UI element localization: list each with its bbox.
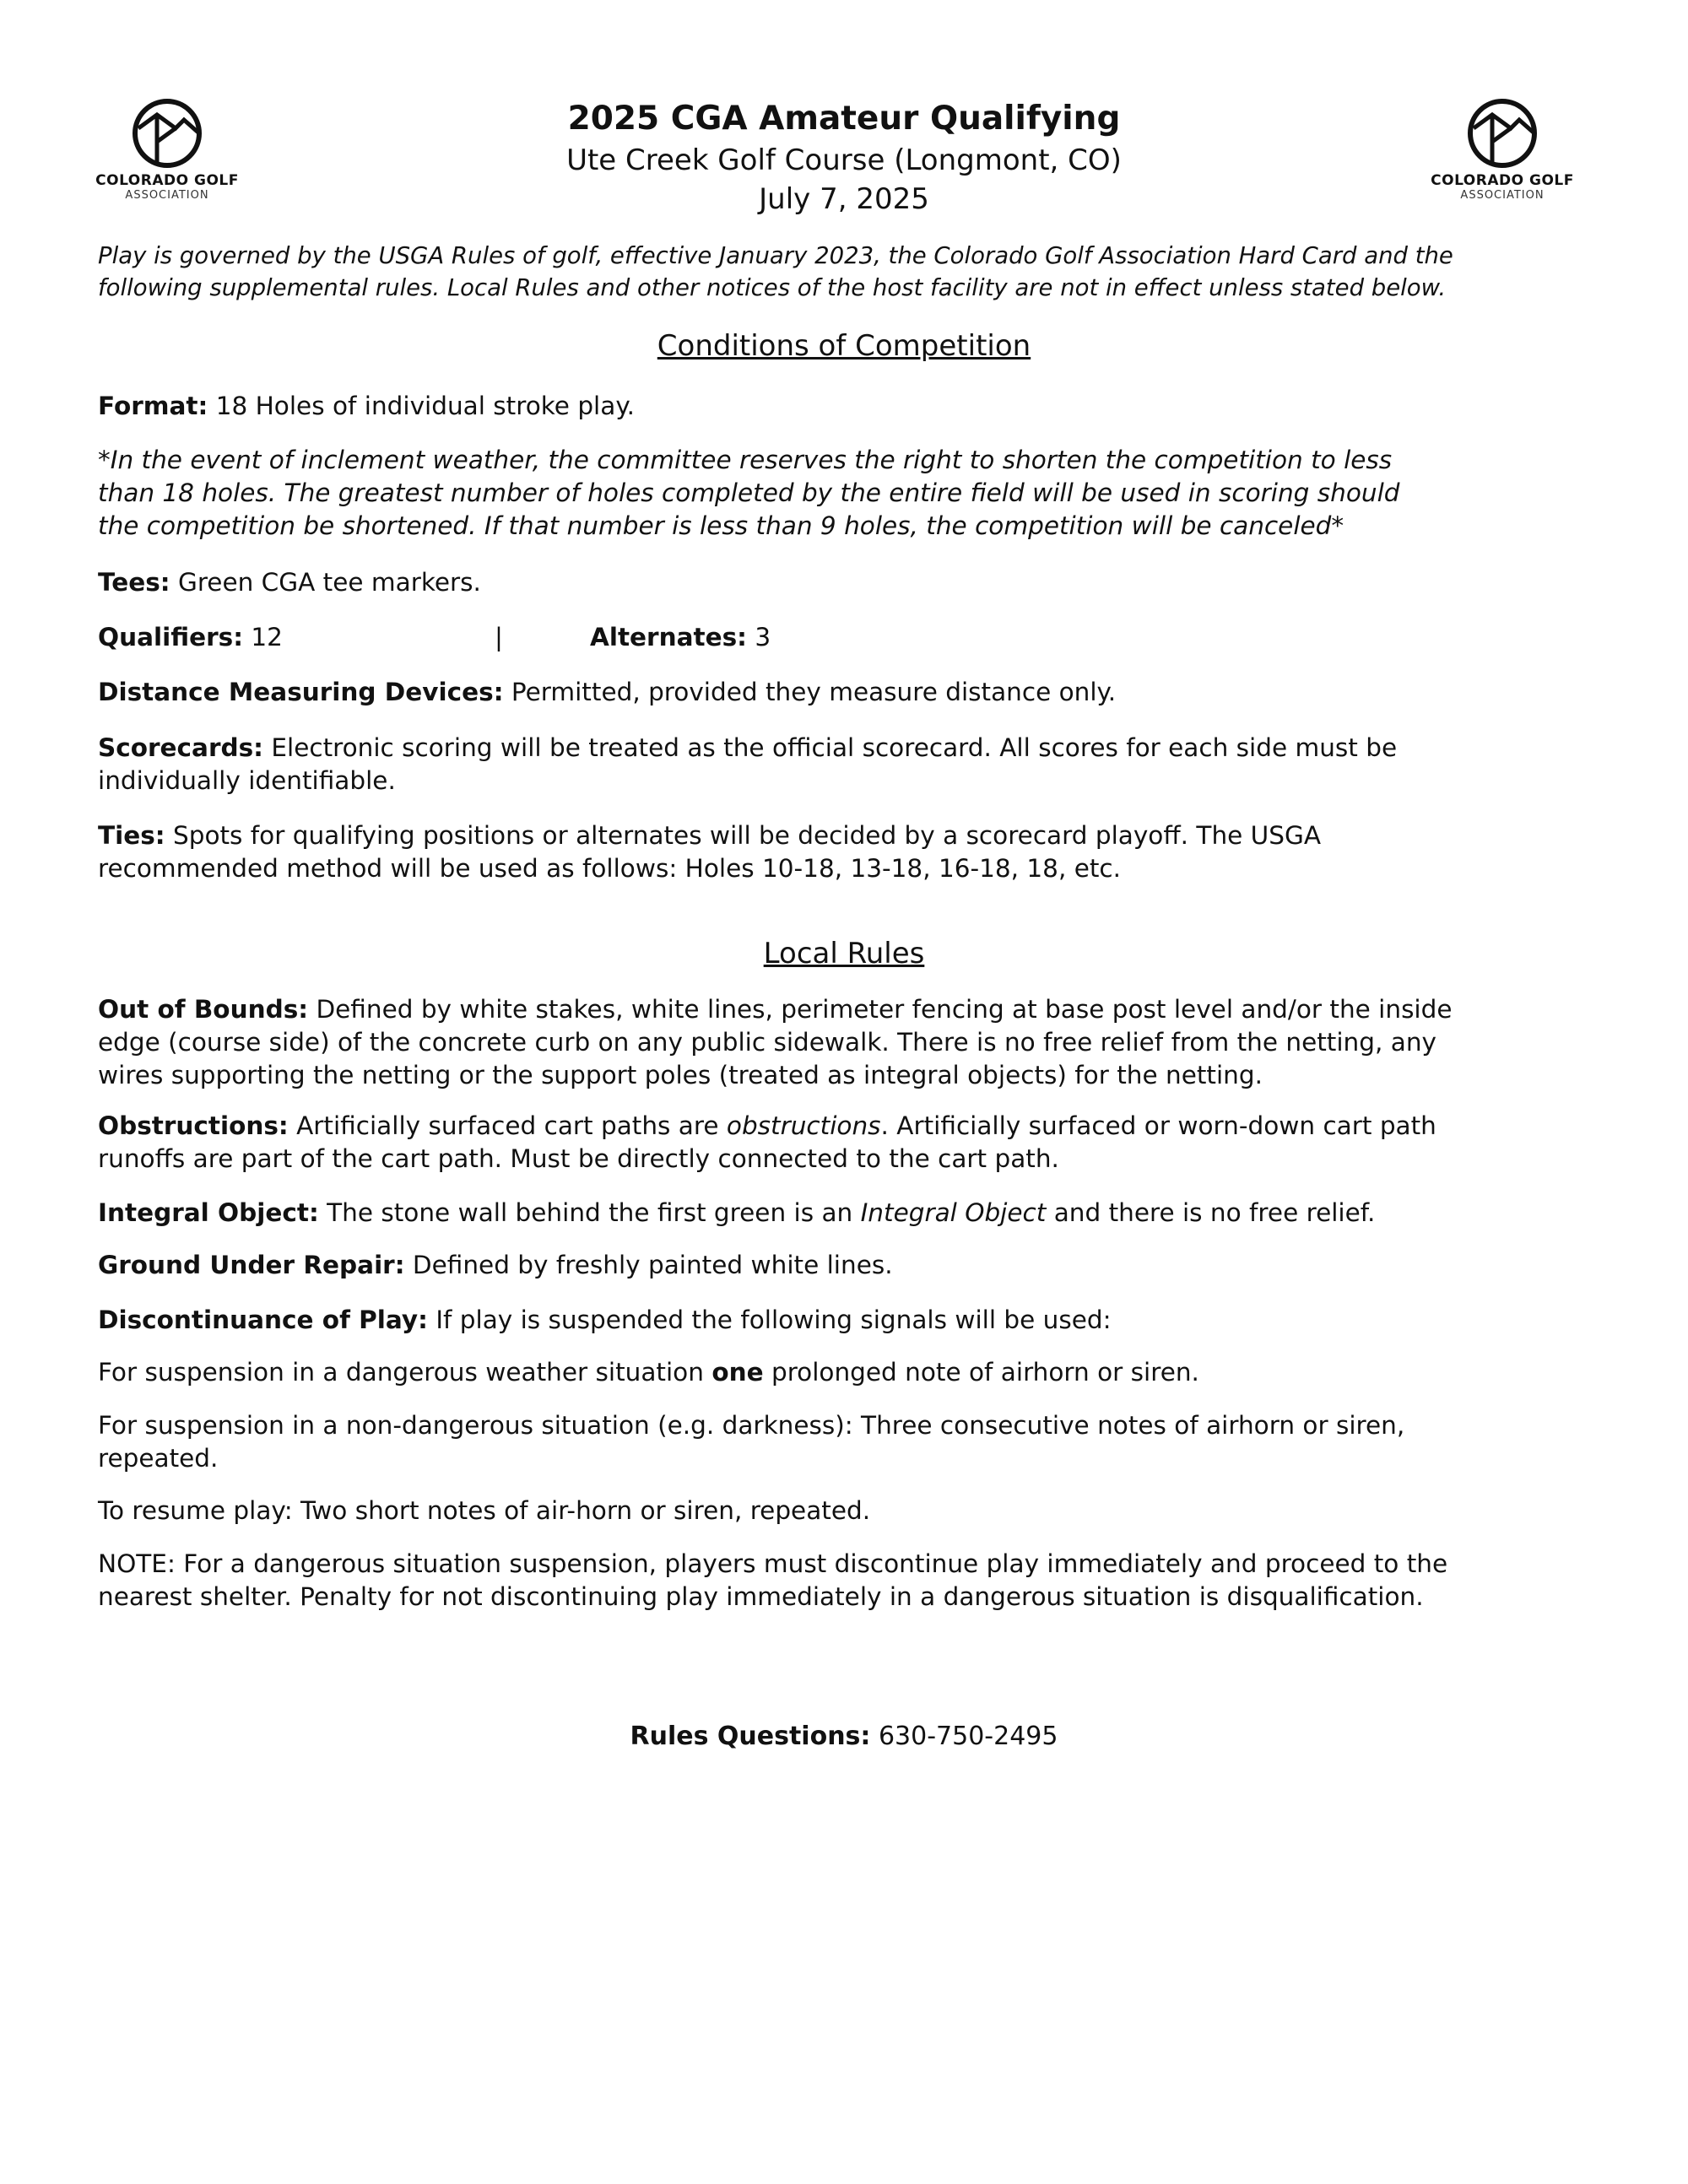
text-line [98, 1249, 1609, 1282]
local-rules-heading: Local Rules [763, 937, 925, 970]
text-line [98, 765, 1609, 797]
text: Defined by freshly painted white lines. [404, 1251, 893, 1279]
text-line [98, 510, 1609, 543]
text-line [98, 1581, 1609, 1614]
italic-text: obstructions [726, 1111, 881, 1140]
alternates-label: Alternates: [590, 623, 747, 651]
text: runoffs are part of the cart path. Must be directly connected to the cart path. [98, 1144, 1059, 1173]
rules-questions-label: Rules Questions: [630, 1722, 871, 1751]
text-line [98, 240, 1609, 272]
note [98, 1548, 1609, 1614]
distance-devices [98, 676, 1609, 709]
text: To resume play: Two short notes of air-horn or siren, repeated. [98, 1496, 871, 1525]
text: Play is governed by the USGA Rules of golf, effective January 2023, the Colorado Golf Association Hard Card and the [98, 242, 1453, 269]
text-line [98, 1495, 1609, 1527]
ground-under-repair [98, 1249, 1609, 1282]
text: Permitted, provided they measure distance only. [503, 678, 1117, 706]
text: edge (course side) of the concrete curb on any public sidewalk. There is no free relief from the netting, any [98, 1028, 1436, 1057]
dangerous-suspension [98, 1356, 1609, 1389]
scorecards [98, 732, 1609, 797]
text-line [98, 676, 1609, 709]
text-line [98, 272, 1609, 304]
qualifiers-label: Qualifiers: [98, 623, 243, 651]
course-name: Ute Creek Golf Course (Longmont, CO) [566, 143, 1122, 177]
document-title: 2025 CGA Amateur Qualifying [567, 100, 1121, 138]
text-line [98, 1197, 1609, 1230]
event-date: July 7, 2025 [759, 182, 929, 216]
text: recommended method will be used as follows: Holes 10-18, 13-18, 16-18, 18, etc. [98, 854, 1122, 883]
text: wires supporting the netting or the support poles (treated as integral objects) for the netting. [98, 1061, 1263, 1089]
text: following supplemental rules. Local Rules and other notices of the host facility are not in effect unless stated below. [98, 274, 1447, 301]
alternates-value: 3 [746, 623, 771, 651]
text: prolonged note of airhorn or siren. [763, 1358, 1199, 1387]
text: 18 Holes of individual stroke play. [208, 392, 635, 420]
bold-label: one [711, 1358, 764, 1387]
text-line [98, 1110, 1609, 1143]
text: Green CGA tee markers. [170, 568, 481, 597]
logo-subtext: ASSOCIATION [1460, 189, 1545, 202]
italic-text: than 18 holes. The greatest number of holes completed by the entire field will be used in scoring should [98, 478, 1400, 507]
text-line [98, 993, 1609, 1026]
integral-object [98, 1197, 1609, 1230]
rules-questions [0, 1722, 1688, 1751]
bold-label: Obstructions: [98, 1111, 289, 1140]
text-line [98, 1026, 1609, 1059]
text-line [98, 819, 1609, 852]
text: NOTE: For a dangerous situation suspension, players must discontinue play immediately and proceed to the [98, 1549, 1448, 1578]
text-line [98, 1143, 1609, 1176]
text: For suspension in a dangerous weather situation [98, 1358, 712, 1387]
text-line [98, 852, 1609, 885]
logo-text: COLORADO GOLF [95, 172, 239, 189]
text-line [98, 1356, 1609, 1389]
obstructions [98, 1110, 1609, 1176]
conditions-heading: Conditions of Competition [657, 329, 1031, 363]
italic-text: *In the event of inclement weather, the committee reserves the right to shorten the competition to less [98, 446, 1393, 474]
text: individually identifiable. [98, 766, 396, 795]
format [98, 390, 1609, 423]
text-line [98, 1548, 1609, 1581]
text-line [98, 1442, 1609, 1475]
text: repeated. [98, 1444, 219, 1473]
ties [98, 819, 1609, 885]
text: The stone wall behind the first green is an [318, 1198, 861, 1227]
text: Defined by white stakes, white lines, perimeter fencing at base post level and/or the inside [308, 995, 1453, 1024]
logo-subtext: ASSOCIATION [125, 189, 209, 202]
text: . Artificially surfaced or worn-down cart path [880, 1111, 1436, 1140]
text: For suspension in a non-dangerous situation (e.g. darkness): Three consecutive notes of airhorn or siren, [98, 1411, 1405, 1440]
rules-questions-phone: 630-750-2495 [870, 1722, 1058, 1751]
qualifiers-line [98, 621, 1609, 654]
separator: | [495, 623, 503, 651]
bold-label: Format: [98, 392, 208, 420]
text-line [98, 390, 1609, 423]
bold-label: Tees: [98, 568, 170, 597]
bold-label: Out of Bounds: [98, 995, 309, 1024]
text-line [98, 1409, 1609, 1442]
text-line [98, 732, 1609, 765]
weather-note [98, 444, 1609, 543]
text: Artificially surfaced cart paths are [288, 1111, 727, 1140]
text-line [98, 477, 1609, 510]
out-of-bounds [98, 993, 1609, 1092]
text-line [98, 1059, 1609, 1092]
bold-label: Ground Under Repair: [98, 1251, 405, 1279]
bold-label: Distance Measuring Devices: [98, 678, 504, 706]
italic-text: the competition be shortened. If that number is less than 9 holes, the competition will be canceled* [98, 511, 1344, 540]
text-line [98, 1304, 1609, 1337]
text: If play is suspended the following signals will be used: [427, 1306, 1112, 1334]
resume-play [98, 1495, 1609, 1527]
qualifiers-value: 12 [243, 623, 283, 651]
text: nearest shelter. Penalty for not discontinuing play immediately in a dangerous situation is disqualification. [98, 1582, 1424, 1611]
tees [98, 566, 1609, 599]
bold-label: Integral Object: [98, 1198, 319, 1227]
bold-label: Discontinuance of Play: [98, 1306, 428, 1334]
text: and there is no free relief. [1046, 1198, 1376, 1227]
italic-text: Integral Object [860, 1198, 1047, 1227]
discontinuance [98, 1304, 1609, 1337]
text-line [98, 444, 1609, 477]
bold-label: Ties: [98, 821, 165, 850]
logo-text: COLORADO GOLF [1431, 172, 1574, 189]
non-dangerous-suspension [98, 1409, 1609, 1475]
text: Spots for qualifying positions or alternates will be decided by a scorecard playoff. The USGA [165, 821, 1322, 850]
text: Electronic scoring will be treated as the official scorecard. All scores for each side must be [262, 733, 1398, 762]
text-line [98, 566, 1609, 599]
bold-label: Scorecards: [98, 733, 263, 762]
intro-paragraph [98, 240, 1609, 304]
